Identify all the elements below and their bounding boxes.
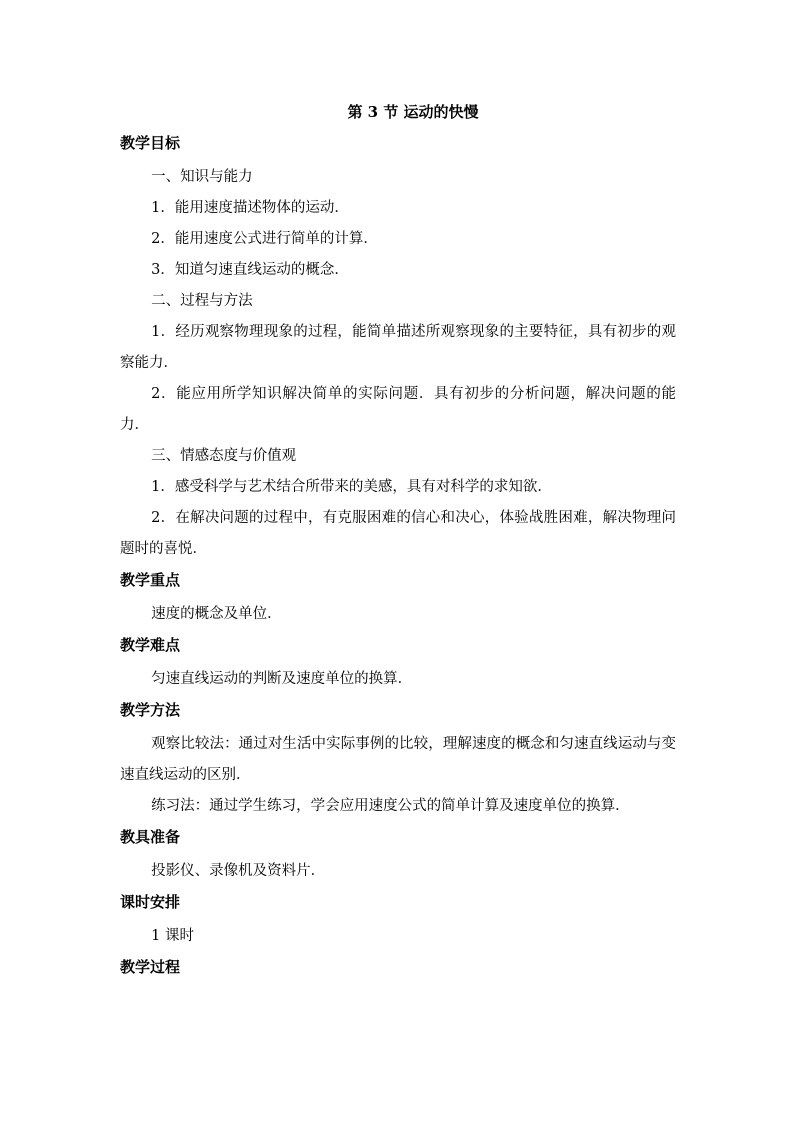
section-paragraph: 观察比较法：通过对生活中实际事例的比较，理解速度的概念和匀速直线运动与变速直线运动的区别． (120, 736, 676, 783)
section (120, 633, 676, 695)
section-heading: 教具准备 (120, 828, 181, 846)
section-paragraph: 1 课时 (151, 928, 195, 944)
section-paragraph: 1．能用速度描述物体的运动． (151, 200, 349, 216)
section-paragraph: 1．经历观察物理现象的过程，能简单描述所观察现象的主要特征，具有初步的观察能力． (120, 324, 676, 371)
section-paragraph: 1．感受科学与艺术结合所带来的美感，具有对科学的求知欲． (151, 479, 552, 495)
section-paragraph: 一、知识与能力 (151, 169, 253, 185)
section (120, 131, 676, 565)
section (120, 955, 676, 979)
document-page (120, 100, 676, 986)
section-heading: 教学重点 (120, 571, 181, 589)
section-paragraph: 2．能应用所学知识解决简单的实际问题．具有初步的分析问题，解决问题的能力． (120, 386, 676, 433)
section-paragraph: 练习法：通过学生练习，学会应用速度公式的简单计算及速度单位的换算． (151, 798, 630, 814)
section (120, 890, 676, 952)
section (120, 698, 676, 822)
section-heading: 教学目标 (120, 134, 181, 152)
section-paragraph: 二、过程与方法 (151, 293, 253, 309)
section (120, 825, 676, 887)
section-paragraph: 速度的概念及单位． (151, 606, 282, 622)
section-heading: 课时安排 (120, 893, 181, 911)
section-heading: 教学难点 (120, 636, 181, 654)
document-title: 第 3 节 运动的快慢 (347, 103, 479, 121)
section-paragraph: 投影仪、录像机及资料片． (151, 863, 326, 879)
section-paragraph: 3．知道匀速直线运动的概念． (151, 262, 349, 278)
section-paragraph: 2．能用速度公式进行简单的计算． (151, 231, 378, 247)
section-heading: 教学方法 (120, 701, 181, 719)
section-paragraph: 三、情感态度与价值观 (151, 448, 297, 464)
section-paragraph: 匀速直线运动的判断及速度单位的换算． (151, 671, 413, 687)
section-heading: 教学过程 (120, 958, 181, 976)
document-body (120, 131, 676, 979)
section-paragraph: 2．在解决问题的过程中，有克服困难的信心和决心，体验战胜困难，解决物理问题时的喜悦． (120, 510, 676, 557)
section (120, 568, 676, 630)
